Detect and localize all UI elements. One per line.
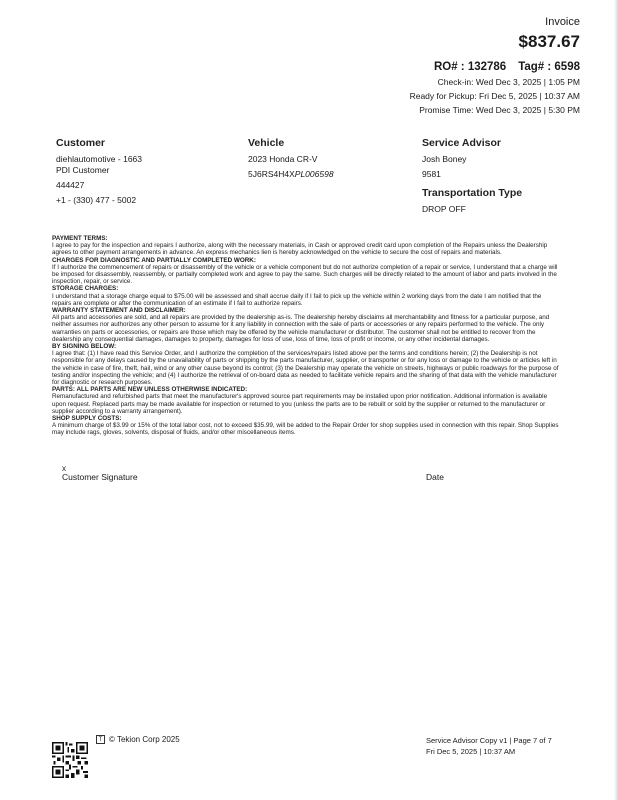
copyright-text: © Tekion Corp 2025 (109, 735, 180, 744)
payment-terms-heading: PAYMENT TERMS: (52, 235, 108, 242)
customer-type: PDI Customer (56, 165, 110, 175)
tag-number: Tag# : 6598 (518, 61, 580, 73)
shop-supply-heading: SHOP SUPPLY COSTS: (52, 415, 122, 423)
ro-tag-line (300, 61, 580, 73)
customer-account: diehlautomotive - 1663 (56, 154, 143, 164)
parts-heading: PARTS: ALL PARTS ARE NEW UNLESS OTHERWISE INDICATED: (52, 386, 248, 394)
invoice-header (300, 16, 580, 119)
parts-text: Remanufactured and refurbished parts that meet the manufacturer's approved source part requirements may be installed upon prior notification. Additional information is available upon request. Replaced parts may be made available for inspection or returned to you (unless the parts are to be rebuilt or sold by the supplier or returned to the manufacturer or supplier according to a warranty arrangement). (52, 393, 548, 415)
print-timestamp: Fri Dec 5, 2025 | 10:37 AM (426, 747, 516, 756)
signing-text: I agree that: (1) I have read this Service Order, and I authorize the completion of the services/repairs listed above per the terms and conditions herein; (2) the Dealership is not responsible for any delays caused by the unavailability of parts or shipping by the parts manufacturer, supplier, or transporter or for any loss or damage to the vehicle or articles left in the vehicle in case of fire, theft, hail, wind or any other cause beyond its control; (3) the Dealership may operate the vehicle on streets, highways or public roadways for the purpose of testing and/or inspecting the vehicle; and (4) I authorize the retrieval of on-board data as needed to facilitate vehicle repairs and the sharing of that data with the vehicle manufacturer for diagnostic or research purposes. (52, 350, 559, 387)
check-in-time: Check-in: Wed Dec 3, 2025 | 1:05 PM (437, 77, 580, 87)
vehicle-vin (248, 169, 398, 179)
vehicle-section (248, 137, 398, 184)
invoice-amount: $837.67 (518, 32, 580, 51)
payment-terms-text: I agree to pay for the inspection and repairs I authorize, along with the necessary materials, in Cash or approved credit card upon completion of the Repairs unless the Dealership agrees to other payment arrangements in advance. An express mechanics lien is hereby acknowledged on the vehicle to secure the cost of repairs and materials. (52, 242, 548, 257)
advisor-heading: Service Advisor (422, 137, 501, 149)
tekion-logo-icon: T (96, 735, 105, 744)
ro-number: RO# : 132786 (433, 61, 507, 73)
qr-code-icon (52, 742, 88, 778)
customer-phone: +1 - (330) 477 - 5002 (56, 195, 137, 205)
customer-heading: Customer (56, 137, 106, 149)
date-label: Date (426, 472, 444, 482)
vehicle-model: 2023 Honda CR-V (248, 154, 318, 164)
warranty-text: All parts and accessories are sold, and all repairs are provided by the dealership as-is. The dealership hereby disclaims all merchantability and fitness for a particular purpose, and neither assumes nor authorizes any other person to assume for it any liability in connection with the sale of parts or accessories or any repairs performed to the vehicle. The only warranties on parts or accessories, or repairs are those which may be offered by the vehicle manufacturer or distributor. The customer shall not be entitled to recover from the dealership any consequential damages, damages to property, damages for loss of use, loss of time, loss of profit or income, or any other incidental damages. (52, 314, 550, 343)
advisor-name: Josh Boney (422, 154, 467, 164)
ready-for-pickup-time: Ready for Pickup: Fri Dec 5, 2025 | 10:37 AM (409, 91, 580, 101)
transport-value: DROP OFF (422, 204, 466, 214)
promise-time: Promise Time: Wed Dec 3, 2025 | 5:30 PM (419, 105, 580, 115)
warranty-heading: WARRANTY STATEMENT AND DISCLAIMER: (52, 307, 186, 315)
customer-signature-label: Customer Signature (62, 472, 138, 482)
shop-supply-text: A minimum charge of $3.99 or 15% of the total labor cost, not to exceed $35.99, will be added to the Repair Order for shop supplies used in connection with this repair. Shop Supplies may include rags, gloves, solvents, disposal of fluids, and/or other miscellaneous items. (52, 422, 559, 437)
page-edge-shadow (614, 0, 618, 800)
footer-page-info (426, 735, 552, 757)
diagnostic-charges-text: If I authorize the commencement of repairs or disassembly of the vehicle or a vehicle component but do not authorize completion of a repair or service, I understand that a charge will be imposed for disassembly, reassembly, or partially completed work and agree to pay the same. Such charges will be directly related to the amount of labor and parts involved in the inspection, repair, or service. (52, 263, 558, 286)
invoice-title: Invoice (545, 16, 580, 28)
vin-prefix: 5J6RS4H4X (248, 169, 295, 179)
footer-company (96, 735, 180, 744)
storage-charges-text: I understand that a storage charge equal to $75.00 will be assessed and shall accrue daily if I fail to pick up the vehicle within 2 working days from the date I am notified that the repairs are complete or after the communication of an estimate if I fail to authorize repairs. (52, 292, 542, 307)
customer-number: 444427 (56, 180, 85, 190)
copy-page-info: Service Advisor Copy v1 | Page 7 of 7 (426, 736, 552, 745)
storage-charges-heading: STORAGE CHARGES: (52, 285, 119, 293)
advisor-number: 9581 (422, 169, 441, 179)
vehicle-heading: Vehicle (248, 137, 285, 149)
signing-heading: BY SIGNING BELOW: (52, 343, 117, 351)
signature-x-mark: x (62, 464, 66, 473)
vin-suffix: PL006598 (294, 169, 334, 179)
diagnostic-charges-heading: CHARGES FOR DIAGNOSTIC AND PARTIALLY COMPLETED WORK: (52, 256, 256, 264)
terms-and-conditions (52, 235, 560, 437)
advisor-section (422, 137, 582, 219)
transport-heading: Transportation Type (422, 187, 523, 199)
customer-section (56, 137, 226, 210)
